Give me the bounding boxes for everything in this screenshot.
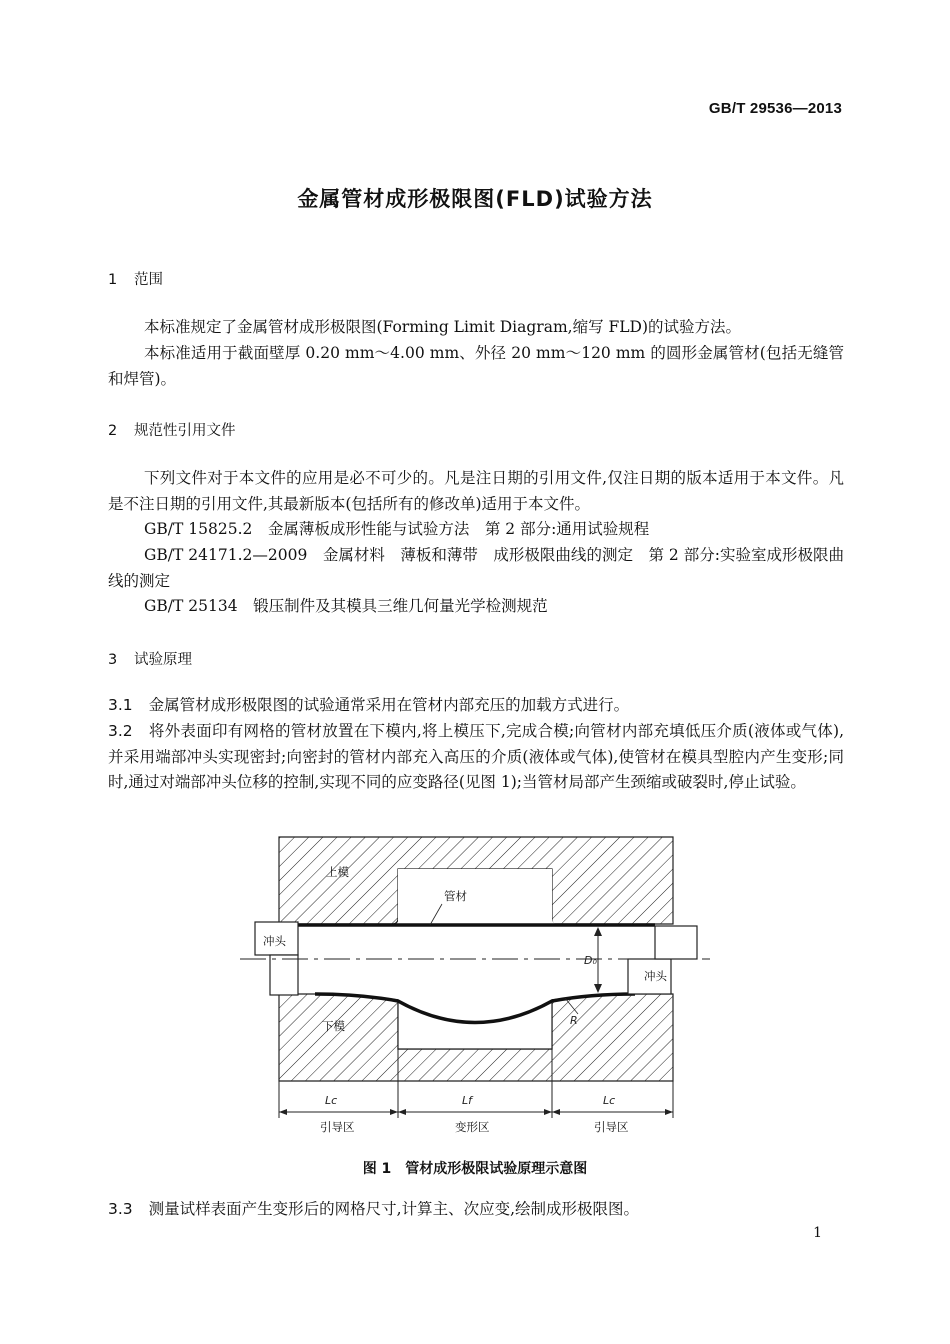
clause-text: 金属管材成形极限图的试验通常采用在管材内部充压的加载方式进行。 bbox=[148, 696, 630, 714]
paragraph: 本标准规定了金属管材成形极限图(Forming Limit Diagram,缩写 FLD)的试验方法。 bbox=[144, 318, 742, 336]
reference-item: GB/T 24171.2—2009 金属材料 薄板和薄带 成形极限曲线的测定 第 2 部分:实验室成形极限曲线的测定 bbox=[108, 546, 844, 590]
clause-number: 3.3 bbox=[108, 1200, 133, 1218]
zone-guide-right-label: 引导区 bbox=[594, 1120, 629, 1134]
lower-die-label: 下模 bbox=[322, 1019, 345, 1033]
reference-item: GB/T 15825.2 金属薄板成形性能与试验方法 第 2 部分:通用试验规程 bbox=[144, 520, 650, 538]
section-2-heading bbox=[108, 419, 236, 440]
d0-label: D₀ bbox=[584, 954, 597, 967]
clause-text: 将外表面印有网格的管材放置在下模内,将上模压下,完成合模;向管材内部充填低压介质(液体或气体),并采用端部冲头实现密封;向密封的管材内部充入高压的介质(液体或气体),使管材在模具型腔内产生变形;同时,通过对端部冲头位移的控制,实现不同的应变路径(见图 1);当管材局部产生颈缩或破裂时,停止试验。 bbox=[108, 722, 844, 791]
section-number: 1 bbox=[108, 272, 118, 288]
upper-die-label: 上模 bbox=[326, 865, 349, 879]
clause-3-1 bbox=[108, 693, 844, 719]
section-3-heading bbox=[108, 648, 192, 669]
section-title: 试验原理 bbox=[134, 652, 192, 668]
figure-caption: 图 1 管材成形极限试验原理示意图 bbox=[362, 1161, 588, 1177]
tube-label: 管材 bbox=[444, 889, 467, 903]
reference-item: GB/T 25134 锻压制件及其模具三维几何量光学检测规范 bbox=[144, 597, 548, 615]
paragraph: 下列文件对于本文件的应用是必不可少的。凡是注日期的引用文件,仅注日期的版本适用于本文件。凡是不注日期的引用文件,其最新版本(包括所有的修改单)适用于本文件。 bbox=[108, 469, 844, 513]
standard-number: GB/T 29536—2013 bbox=[708, 100, 842, 117]
r-label: R bbox=[570, 1014, 578, 1027]
clause-number: 3.2 bbox=[108, 722, 133, 740]
paragraph: 本标准适用于截面壁厚 0.20 mm～4.00 mm、外径 20 mm～120 mm 的圆形金属管材(包括无缝管和焊管)。 bbox=[108, 344, 844, 388]
lc-right-label: Lc bbox=[603, 1094, 616, 1107]
clause-text: 测量试样表面产生变形后的网格尺寸,计算主、次应变,绘制成形极限图。 bbox=[148, 1200, 640, 1218]
zone-guide-left-label: 引导区 bbox=[320, 1120, 355, 1134]
section-title: 规范性引用文件 bbox=[134, 423, 236, 439]
zone-deform-label: 变形区 bbox=[455, 1120, 490, 1134]
lc-left-label: Lc bbox=[325, 1094, 338, 1107]
section-title: 范围 bbox=[134, 272, 163, 288]
section-number: 3 bbox=[108, 652, 118, 668]
section-1-heading bbox=[108, 268, 163, 289]
section-number: 2 bbox=[108, 423, 118, 439]
page-number: 1 bbox=[813, 1225, 822, 1241]
clause-number: 3.1 bbox=[108, 696, 133, 714]
document-title: 金属管材成形极限图(FLD)试验方法 bbox=[297, 187, 653, 211]
clause-3-2 bbox=[108, 719, 844, 796]
lf-label: Lf bbox=[462, 1094, 473, 1107]
die-cavity bbox=[398, 869, 558, 924]
left-punch-label: 冲头 bbox=[263, 934, 286, 948]
figure-1-diagram bbox=[236, 832, 714, 1136]
clause-3-3 bbox=[108, 1197, 844, 1223]
right-punch-label: 冲头 bbox=[644, 969, 667, 983]
